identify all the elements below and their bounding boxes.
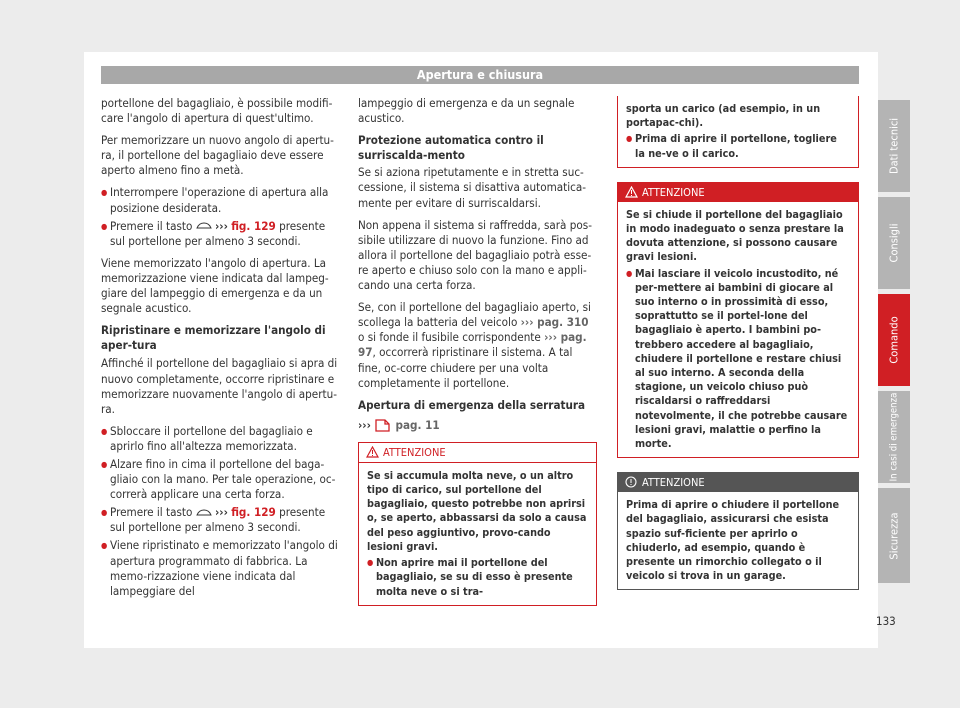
cross-reference: ››› pag. 11 (358, 417, 440, 432)
paragraph: lampeggio di emergenza e da un segnale acustico. (358, 96, 575, 126)
warning-body (359, 463, 596, 605)
warning-box-continued (617, 96, 859, 168)
list-item: ● Viene ripristinato e memorizzato l'angolo di apertura programmato di fabbrica. La memo-rizzazione viene indicata dal lampeggiare del (101, 538, 338, 598)
tab-in-casi-di-emergenza[interactable]: In casi di emergenza (878, 391, 910, 483)
page-reference-link[interactable]: ››› pag. 97 (358, 330, 587, 360)
tab-dati-tecnici[interactable]: Dati tecnici (878, 100, 910, 192)
note-title: ATTENZIONE (642, 476, 705, 490)
note-box (617, 472, 859, 590)
book-reference-icon (374, 419, 392, 432)
paragraph: Affinché il portellone del bagagliaio si apra di nuovo completamente, occorre ripristinare e memorizzare nuovamente l'angolo di apertu-ra. (101, 356, 338, 416)
warning-text: sporta un carico (ad esempio, in un portapac-chi). (626, 102, 821, 130)
list-item: ● Alzare fino in cima il portellone del baga-gliaio con la mano. Per tale operazione, oc-correrà applicare una certa forza. (101, 457, 338, 502)
warning-body (618, 202, 858, 457)
warning-box (617, 182, 859, 458)
column-3 (617, 96, 859, 590)
tab-sicurezza[interactable]: Sicurezza (878, 488, 910, 583)
section-heading: Apertura di emergenza della serratura (358, 397, 586, 412)
warning-header (618, 183, 858, 202)
paragraph: portellone del bagagliaio, è possibile modifi-care l'angolo di apertura di quest'ultimo. (101, 96, 333, 126)
paragraph: Per memorizzare un nuovo angolo di apertu-ra, il portellone del bagagliaio deve essere aperto almeno fino a metà. (101, 133, 334, 178)
warning-header (359, 443, 596, 463)
warning-triangle-icon (366, 446, 379, 458)
warning-title: ATTENZIONE (642, 185, 705, 199)
warning-text: Se si accumula molta neve, o un altro tipo di carico, sul portellone del bagagliaio, questo potrebbe non aprirsi o, se aperto, abbassarsi da solo a causa del peso aggiuntivo, provo-cando lesioni gravi. (367, 468, 587, 553)
paragraph: Viene memorizzato l'angolo di apertura. La memorizzazione viene indicata dal lampeg-giare del lampeggio di emergenza e da un segnale acustico. (101, 255, 329, 316)
warning-title: ATTENZIONE (383, 445, 446, 459)
page-reference-link[interactable]: pag. 11 (395, 417, 440, 432)
warning-box (358, 442, 597, 606)
page-header-title: Apertura e chiusura (101, 66, 859, 84)
paragraph: Se si aziona ripetutamente e in stretta suc-cessione, il sistema si disattiva automatica-mente per evitare di surriscaldarsi. (358, 165, 587, 210)
column-1 (101, 96, 338, 602)
paragraph: Se, con il portellone del bagagliaio aperto, si scollega la batteria del veicolo ››› pag. 310 o si fonde il fusibile corrispondente ››› pag. 97, occorrerà ripristinare il sistema. A tal fine, oc-corre chiudere per una volta completamente il portellone. (358, 300, 591, 390)
warning-body (618, 96, 858, 167)
note-header (618, 473, 858, 492)
figure-reference-link[interactable]: fig. 129 (231, 218, 276, 233)
warning-bullet: ● Non aprire mai il portellone del bagagliaio, se su di esso è presente molta neve o si tra- (367, 556, 588, 599)
warning-text: Se si chiude il portellone del bagagliaio in modo inadeguato o senza prestare la dovuta attenzione, si possono causare gravi lesioni. (626, 207, 844, 264)
note-body: Prima di aprire o chiudere il portellone del bagagliaio, assicurarsi che esista spazio suf-ficiente per aprirlo o chiuderlo, ad esempio, quando è presente un rimorchio collegato o il veicolo si trova in un garage. (626, 498, 840, 583)
tab-consigli[interactable]: Consigli (878, 197, 910, 289)
warning-bullet: ● Prima di aprire il portellone, togliere la ne-ve o il carico. (626, 132, 850, 160)
warning-bullet: ● Mai lasciare il veicolo incustodito, né per-mettere ai bambini di giocare al suo interno o in prossimità di esso, soprattutto se il portel-lone del bagagliaio è aperto. I bambini po-trebbero accedere al bagagliaio, chiudere il portellone e restare chiusi al suo interno. A seconda della stagione, un veicolo chiuso può riscaldarsi o raffreddarsi notevolmente, il che potrebbe causare lesioni gravi, malattie o perfino la morte. (626, 267, 850, 452)
info-circle-icon (625, 476, 637, 488)
list-item: ● Interrompere l'operazione di apertura alla posizione desiderata. (101, 185, 338, 215)
section-heading: Protezione automatica contro il surriscalda-mento (358, 133, 544, 163)
list-item: ● Premere il tasto ››› fig. 129 presente sul portellone per almeno 3 secondi. (101, 505, 338, 535)
car-tailgate-icon (196, 509, 212, 517)
list-item: ● Sbloccare il portellone del bagagliaio e aprirlo fino all'altezza memorizzata. (101, 424, 338, 454)
page-number: 133 (876, 614, 896, 628)
column-2 (358, 96, 597, 606)
paragraph: Non appena il sistema si raffredda, sarà pos-sibile utilizzare di nuovo la funzione. Fino ad allora il portellone del bagagliaio potrà esse-re aperto e chiuso solo con la mano e appli-cando una certa forza. (358, 217, 592, 293)
figure-reference-link[interactable]: fig. 129 (231, 505, 276, 520)
tab-comando[interactable]: Comando (878, 294, 910, 386)
list-item: ● Premere il tasto ››› fig. 129 presente sul portellone per almeno 3 secondi. (101, 219, 338, 249)
page-reference-link[interactable]: ››› pag. 310 (520, 315, 589, 330)
car-tailgate-icon (196, 222, 212, 230)
warning-triangle-icon (625, 186, 638, 198)
section-heading: Ripristinare e memorizzare l'angolo di aper-tura (101, 323, 326, 353)
